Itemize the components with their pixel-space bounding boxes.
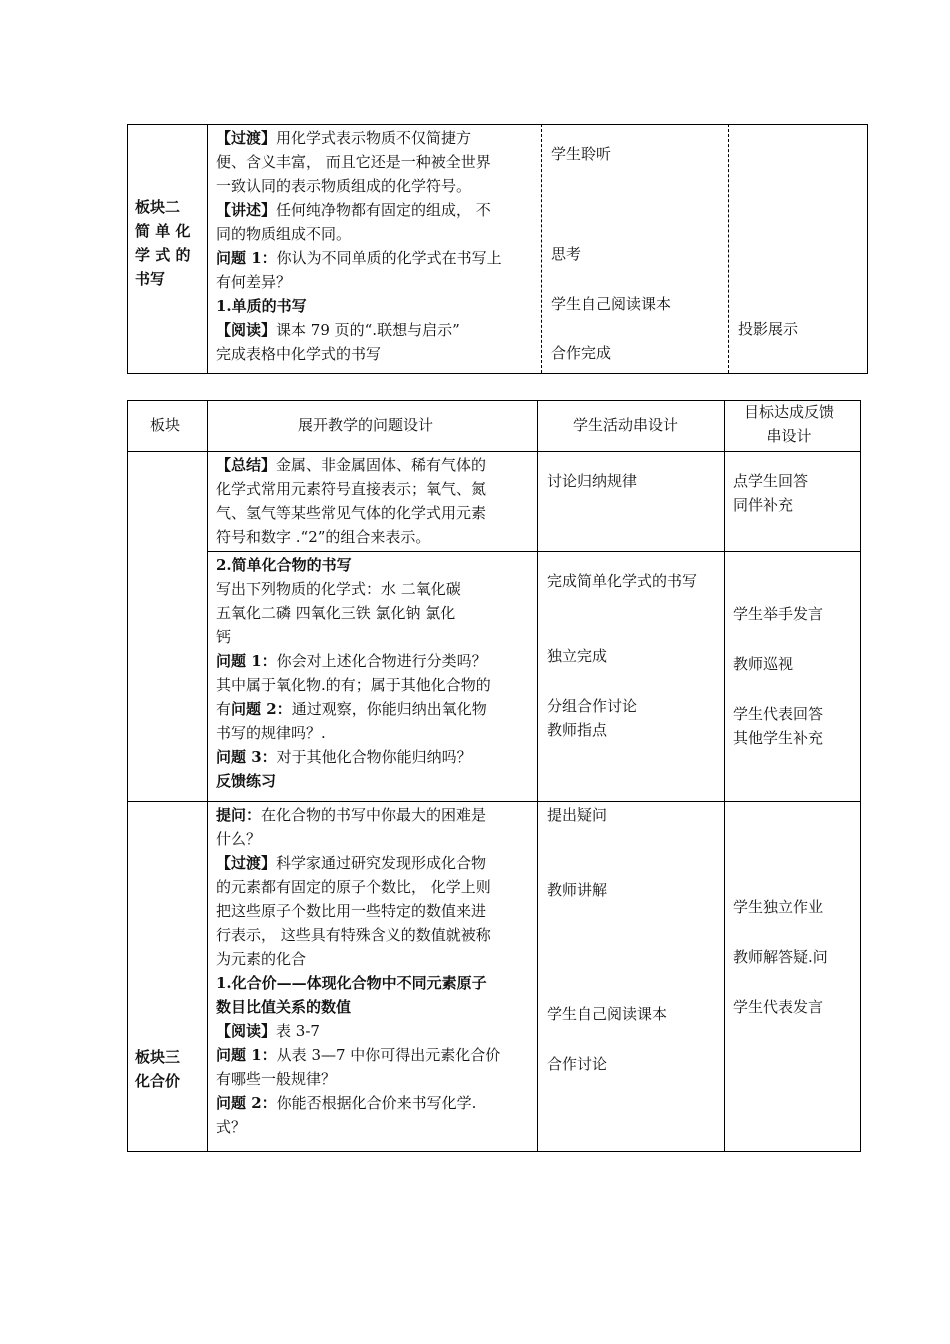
header-feedback: 目标达成反馈 串设计 [743, 403, 834, 445]
activity-text: 学生自己阅读课本 [551, 295, 672, 313]
text-line: 【过渡】用化学式表示物质不仅简捷方 [216, 129, 472, 147]
text-line: 便、含义丰富， 而且它还是一种被全世界 [216, 153, 491, 171]
table1-col-divider-1 [207, 124, 208, 373]
text-line: 的元素都有固定的原子个数比， 化学上则 [216, 878, 491, 896]
text-line: 问题 2：你能否根据化合价来书写化学. [216, 1094, 477, 1112]
row2-feedback: 教师巡视 [733, 655, 794, 673]
text-line: 【阅读】表 3-7 [216, 1022, 320, 1040]
text-line: 【讲述】任何纯净物都有固定的组成， 不 [216, 201, 491, 219]
text-line: 【阅读】课本 79 页的“.联想与启示” [216, 321, 460, 339]
row3-feedback: 学生代表发言 [733, 998, 824, 1016]
header-problem-design: 展开教学的问题设计 [298, 416, 434, 434]
table1-left-border [127, 124, 128, 373]
table2-col-divider-1 [207, 400, 208, 1151]
table1-col-divider-2 [541, 124, 542, 373]
text-line: 气、氢气等某些常见气体的化学式用元素 [216, 504, 487, 522]
text-line: 问题 1：你认为不同单质的化学式在书写上 [216, 249, 502, 267]
row3-feedback: 教师解答疑.问 [733, 948, 828, 966]
row1-problem-cell [216, 453, 486, 549]
row2-problem-cell [216, 553, 491, 793]
text-line: 其中属于氧化物.的有；属于其他化合物的 [216, 676, 491, 694]
text-line: 完成表格中化学式的书写 [216, 345, 382, 363]
table2-col-divider-2 [537, 400, 538, 1151]
header-student-activity: 学生活动串设计 [573, 416, 679, 434]
row2-feedback: 学生举手发言 [733, 605, 824, 623]
row3-activity: 教师讲解 [547, 881, 608, 899]
row2-activity: 完成简单化学式的书写 [547, 572, 698, 590]
text-line: 问题 1：从表 3—7 中你可得出元素化合价 [216, 1046, 501, 1064]
section-label-line: 简 单 化 [135, 222, 191, 240]
text-line: 【总结】金属、非金属固体、稀有气体的 [216, 456, 487, 474]
row3-feedback: 学生独立作业 [733, 898, 824, 916]
text-line: 1.化合价——体现化合物中不同元素原子 [216, 974, 487, 992]
text-line: 符号和数字 .“2”的组合来表示。 [216, 528, 431, 546]
text-line: 什么？ [216, 830, 262, 848]
row3-problem-cell [216, 803, 500, 1139]
text-line: 五氧化二磷 四氧化三铁 氯化钠 氯化 [216, 604, 456, 622]
table2-col-divider-3 [724, 400, 725, 1151]
text-line: 【过渡】科学家通过研究发现形成化合物 [216, 854, 487, 872]
section-label-block2 [135, 195, 190, 291]
text-line: 提问：在化合物的书写中你最大的困难是 [216, 806, 487, 824]
section-label-line: 学 式 的 [135, 246, 191, 264]
text-line: 数目比值关系的数值 [216, 998, 352, 1016]
row2-feedback: 学生代表回答 其他学生补充 [733, 705, 824, 747]
table2-right-border [860, 400, 861, 1151]
row3-activity: 提出疑问 [547, 806, 608, 824]
table1-problem-cell [216, 126, 502, 366]
section-label-line: 板块二 [135, 198, 181, 216]
row3-activity: 合作讨论 [547, 1055, 608, 1073]
text-line: 有问题 2：通过观察，你能归纳出氧化物 [216, 700, 487, 718]
table2-row-divider-2 [127, 801, 861, 802]
text-line: 同的物质组成不同。 [216, 225, 352, 243]
table2-bottom-border [127, 1151, 861, 1152]
text-line: 2.简单化合物的书写 [216, 556, 352, 574]
activity-text: 合作完成 [551, 344, 612, 362]
text-line: 写出下列物质的化学式：水 二氧化碳 [216, 580, 461, 598]
table1-col-divider-3 [728, 124, 729, 373]
row1-feedback: 点学生回答 同伴补充 [733, 472, 809, 514]
text-line: 有何差异？ [216, 273, 292, 291]
table2-row-divider-1 [207, 551, 861, 552]
feedback-text: 投影展示 [738, 320, 799, 338]
activity-text: 学生聆听 [551, 145, 612, 163]
table1-bottom-border [127, 373, 868, 374]
text-line: 书写的规律吗？. [216, 724, 326, 742]
table1-right-border [867, 124, 868, 373]
text-line: 有哪些一般规律？ [216, 1070, 337, 1088]
text-line: 化学式常用元素符号直接表示；氧气、氮 [216, 480, 487, 498]
row2-activity: 独立完成 [547, 647, 608, 665]
text-line: 为元素的化合 [216, 950, 307, 968]
text-line: 反馈练习 [216, 772, 277, 790]
text-line: 行表示， 这些具有特殊含义的数值就被称 [216, 926, 491, 944]
text-line: 问题 1：你会对上述化合物进行分类吗？ [216, 652, 487, 670]
section-label-block3: 板块三 化合价 [135, 1048, 181, 1090]
table2-header-divider [127, 451, 861, 452]
row3-activity: 学生自己阅读课本 [547, 1005, 668, 1023]
table2-left-border [127, 400, 128, 1151]
row1-activity: 讨论归纳规律 [547, 472, 638, 490]
text-line: 问题 3：对于其他化合物你能归纳吗？ [216, 748, 472, 766]
text-line: 钙 [216, 628, 232, 646]
text-line: 1.单质的书写 [216, 297, 307, 315]
text-line: 把这些原子个数比用一些特定的数值来进 [216, 902, 487, 920]
section-label-line: 书写 [135, 270, 166, 288]
activity-text: 思考 [551, 245, 582, 263]
text-line: 一致认同的表示物质组成的化学符号。 [216, 177, 472, 195]
text-line: 式？ [216, 1118, 247, 1136]
header-block: 板块 [150, 416, 181, 434]
row2-activity: 分组合作讨论 教师指点 [547, 697, 638, 739]
table1-top-border [127, 124, 868, 125]
